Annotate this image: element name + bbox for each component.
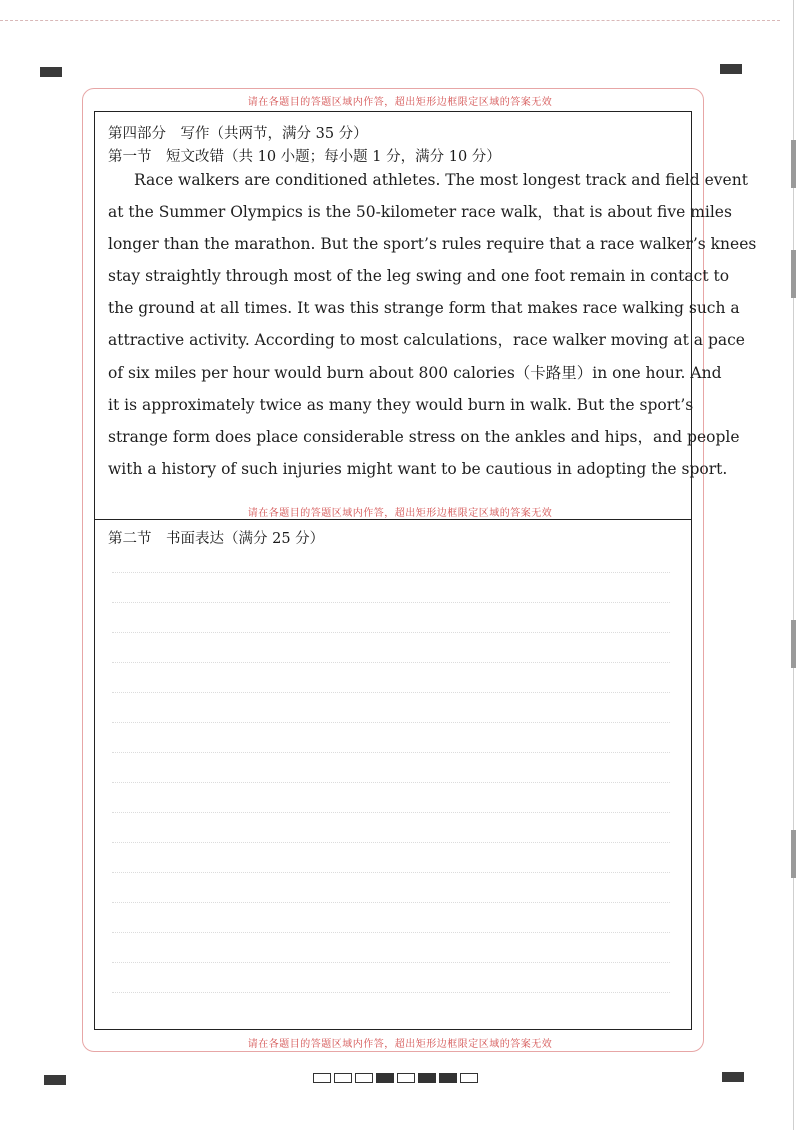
passage-line: with a history of such injuries might want to be cautious in adopting the sport. [108,459,728,478]
writing-line [112,872,670,873]
warning-top: 请在各题目的答题区域内作答，超出矩形边框限定区域的答案无效 [247,97,553,108]
writing-line [112,722,670,723]
writing-line [112,632,670,633]
footer-mark-empty [397,1073,415,1083]
passage-line: stay straightly through most of the leg swing and one foot remain in contact to [108,267,730,286]
alignment-marker-top-left [40,67,62,77]
right-edge-tick [791,830,796,878]
passage-line: the ground at all times. It was this strange form that makes race walking such a [108,299,740,318]
footer-mark-filled [439,1073,457,1083]
writing-line [112,962,670,963]
right-edge-tick [791,250,796,298]
footer-mark-empty [334,1073,352,1083]
footer-mark-filled [376,1073,394,1083]
alignment-marker-bottom-right [722,1072,744,1082]
writing-line [112,842,670,843]
footer-code-marks [313,1073,478,1083]
passage-line: at the Summer Olympics is the 50-kilometer race walk，that is about five miles [108,203,732,222]
right-edge-tick [791,140,796,188]
warning-bottom: 请在各题目的答题区域内作答，超出矩形边框限定区域的答案无效 [247,1039,553,1050]
passage-line: longer than the marathon. But the sport’s rules require that a race walker’s knees [108,235,757,254]
part4-title: 第四部分 写作（共两节，满分 35 分） [108,126,368,142]
alignment-marker-bottom-left [44,1075,66,1085]
section2-answer-box [94,519,692,1030]
footer-mark-empty [460,1073,478,1083]
top-dashed-cut-line [0,20,780,21]
right-edge-tick [791,620,796,668]
section2-title: 第二节 书面表达（满分 25 分） [108,531,325,547]
error-correction-passage [108,164,757,485]
section1-title: 第一节 短文改错（共 10 小题；每小题 1 分，满分 10 分） [108,149,501,165]
writing-line [112,692,670,693]
footer-mark-empty [313,1073,331,1083]
passage-line: Race walkers are conditioned athletes. The most longest track and field event [134,171,748,189]
passage-line: strange form does place considerable stress on the ankles and hips，and people [108,427,740,446]
writing-line [112,992,670,993]
writing-line [112,932,670,933]
footer-mark-filled [418,1073,436,1083]
writing-line [112,602,670,603]
passage-line: attractive activity. According to most calculations，race walker moving at a pace [108,331,745,350]
alignment-marker-top-right [720,64,742,74]
warning-middle: 请在各题目的答题区域内作答，超出矩形边框限定区域的答案无效 [247,508,553,519]
writing-line [112,902,670,903]
writing-line [112,662,670,663]
passage-line: of six miles per hour would burn about 800 calories（卡路里）in one hour. And [108,363,722,382]
writing-line [112,752,670,753]
writing-line [112,782,670,783]
writing-line [112,812,670,813]
passage-line: it is approximately twice as many they would burn in walk. But the sport’s [108,395,694,414]
footer-mark-empty [355,1073,373,1083]
writing-line [112,572,670,573]
